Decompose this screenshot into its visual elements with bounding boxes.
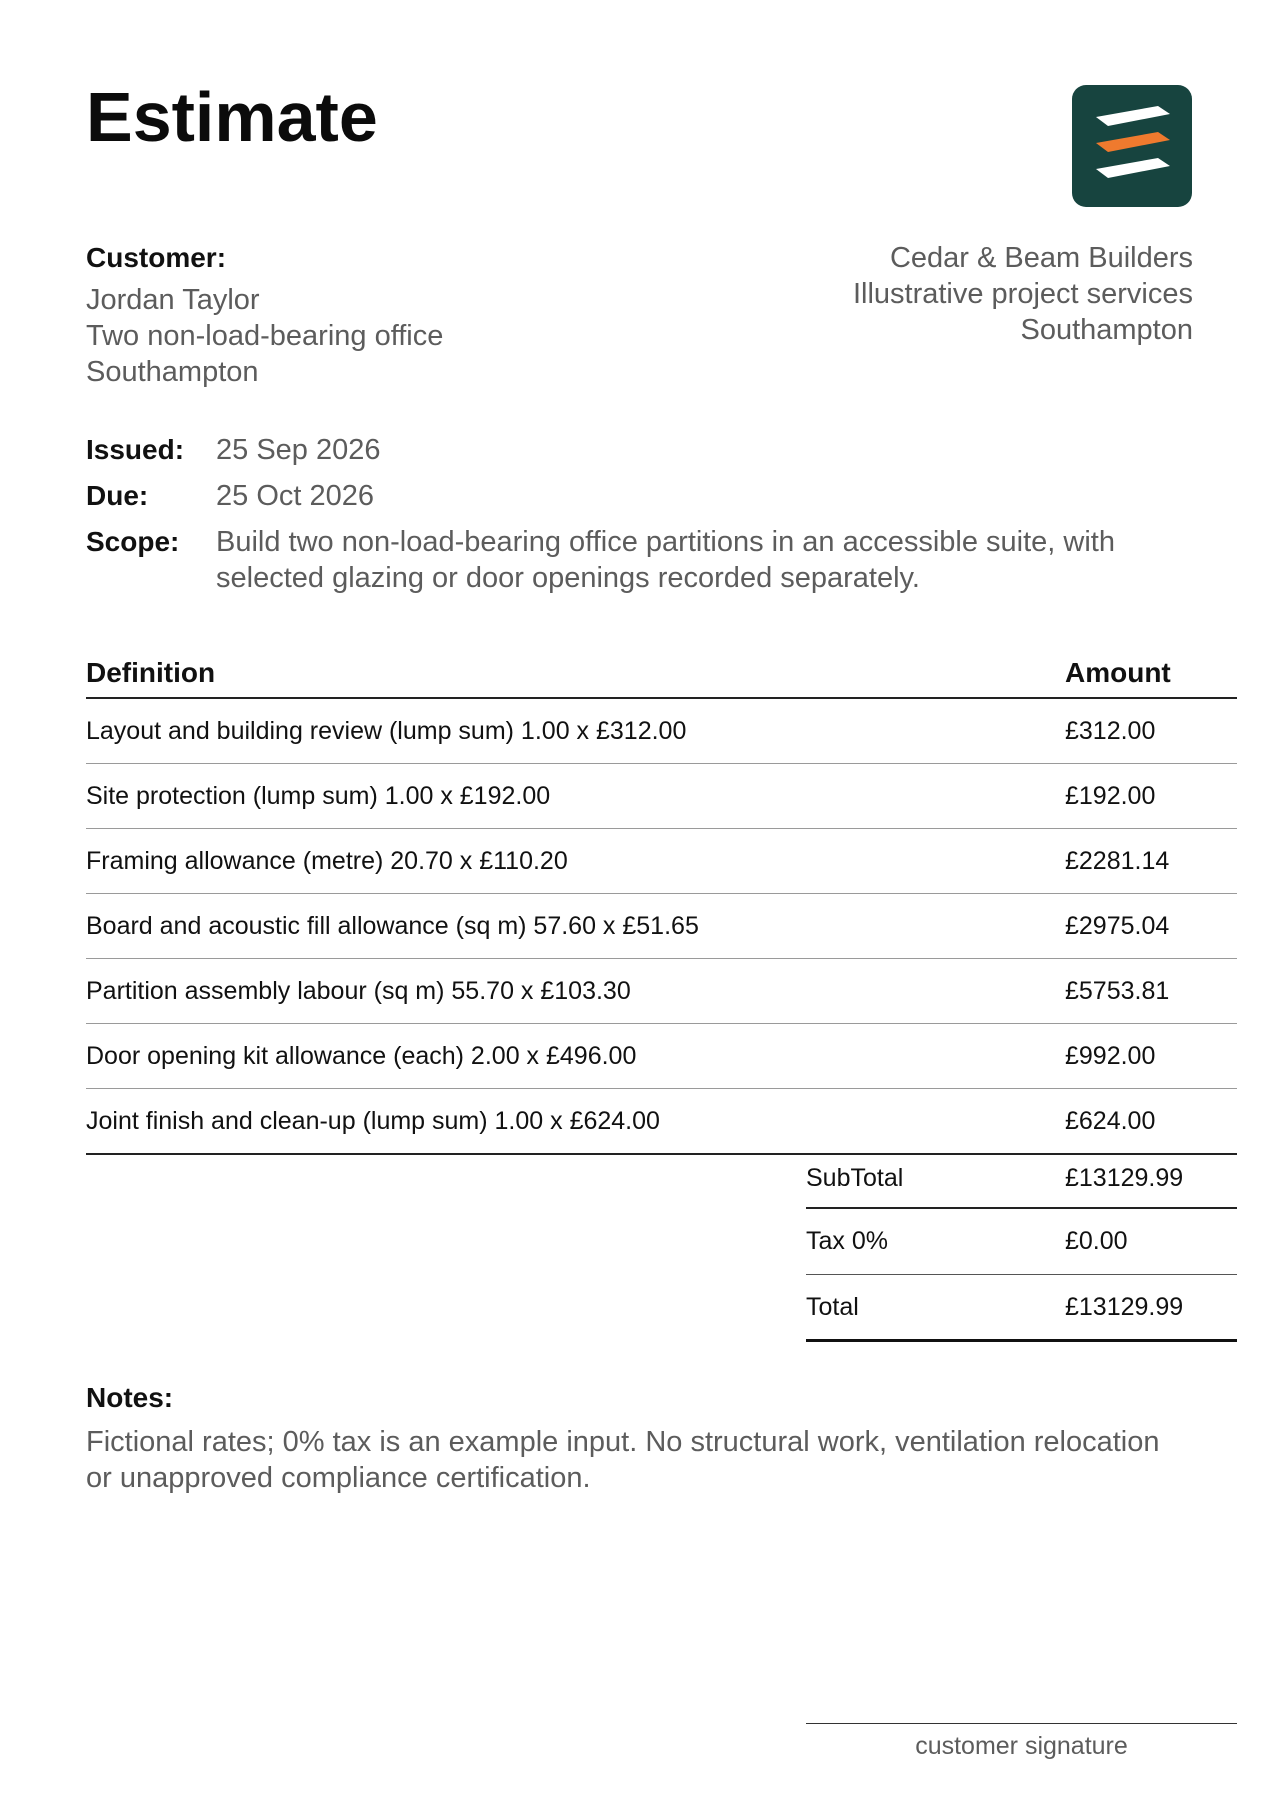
scope-text: Build two non-load-bearing office partitions in an accessible suite, with selected glazing or door openings recorded separately. xyxy=(216,526,1115,594)
item-definition: Door opening kit allowance (each) 2.00 x £496.00 xyxy=(86,1041,637,1070)
notes-text: Fictional rates; 0% tax is an example input. No structural work, ventilation relocation or unapproved compliance certification. xyxy=(86,1426,1160,1494)
due-label: Due: xyxy=(86,480,149,511)
totals-block xyxy=(806,1149,1237,1342)
company-tagline: Illustrative project services xyxy=(852,278,1193,310)
item-amount: £2281.14 xyxy=(1065,846,1170,875)
scope-row xyxy=(86,524,1206,596)
item-definition: Layout and building review (lump sum) 1.00 x £312.00 xyxy=(86,716,687,745)
definition-header: Definition xyxy=(86,657,216,688)
issued-row xyxy=(86,432,1206,468)
item-definition: Site protection (lump sum) 1.00 x £192.00 xyxy=(86,781,551,810)
item-definition: Partition assembly labour (sq m) 55.70 x £103.30 xyxy=(86,976,631,1005)
estimate-meta xyxy=(86,432,1206,606)
item-amount: £2975.04 xyxy=(1065,911,1170,940)
issued-label: Issued: xyxy=(86,434,185,465)
customer-project: Two non-load-bearing office xyxy=(86,320,444,352)
company-location: Southampton xyxy=(1020,314,1193,346)
table-header xyxy=(86,655,1237,699)
amount-header: Amount xyxy=(1065,657,1171,688)
total-label: Total xyxy=(806,1292,859,1321)
item-amount: £624.00 xyxy=(1065,1106,1156,1135)
page-title: Estimate xyxy=(86,78,378,156)
customer-name: Jordan Taylor xyxy=(86,284,260,316)
company-name: Cedar & Beam Builders xyxy=(889,242,1193,274)
total-value: £13129.99 xyxy=(1065,1292,1184,1321)
customer-location: Southampton xyxy=(86,356,259,388)
table-row xyxy=(86,764,1237,829)
subtotal-label: SubTotal xyxy=(806,1163,904,1192)
subtotal-row xyxy=(806,1149,1237,1209)
notes-block xyxy=(86,1378,1186,1496)
item-definition: Board and acoustic fill allowance (sq m) 57.60 x £51.65 xyxy=(86,911,699,940)
item-amount: £992.00 xyxy=(1065,1041,1156,1070)
stacked-planks-icon xyxy=(1072,85,1192,207)
item-definition: Joint finish and clean-up (lump sum) 1.00 x £624.00 xyxy=(86,1106,660,1135)
table-row xyxy=(86,1089,1237,1155)
company-logo-icon xyxy=(1072,85,1192,207)
due-row xyxy=(86,478,1206,514)
notes-label: Notes: xyxy=(86,1382,174,1413)
tax-label: Tax 0% xyxy=(806,1227,888,1255)
table-row xyxy=(86,959,1237,1024)
tax-value: £0.00 xyxy=(1065,1227,1128,1255)
total-row xyxy=(806,1275,1237,1342)
signature-label: customer signature xyxy=(915,1732,1128,1760)
line-items-table xyxy=(86,655,1237,1155)
item-amount: £312.00 xyxy=(1065,716,1156,745)
tax-row xyxy=(806,1209,1237,1275)
customer-label: Customer: xyxy=(86,242,227,273)
item-amount: £5753.81 xyxy=(1065,976,1170,1005)
item-amount: £192.00 xyxy=(1065,781,1156,810)
company-block xyxy=(593,240,1193,348)
subtotal-value: £13129.99 xyxy=(1065,1163,1184,1192)
customer-signature-line xyxy=(806,1723,1237,1761)
table-row xyxy=(86,699,1237,764)
table-row xyxy=(86,894,1237,959)
due-date: 25 Oct 2026 xyxy=(216,480,374,512)
scope-label: Scope: xyxy=(86,526,180,557)
table-row xyxy=(86,1024,1237,1089)
item-definition: Framing allowance (metre) 20.70 x £110.20 xyxy=(86,846,568,875)
issued-date: 25 Sep 2026 xyxy=(216,434,381,466)
table-row xyxy=(86,829,1237,894)
